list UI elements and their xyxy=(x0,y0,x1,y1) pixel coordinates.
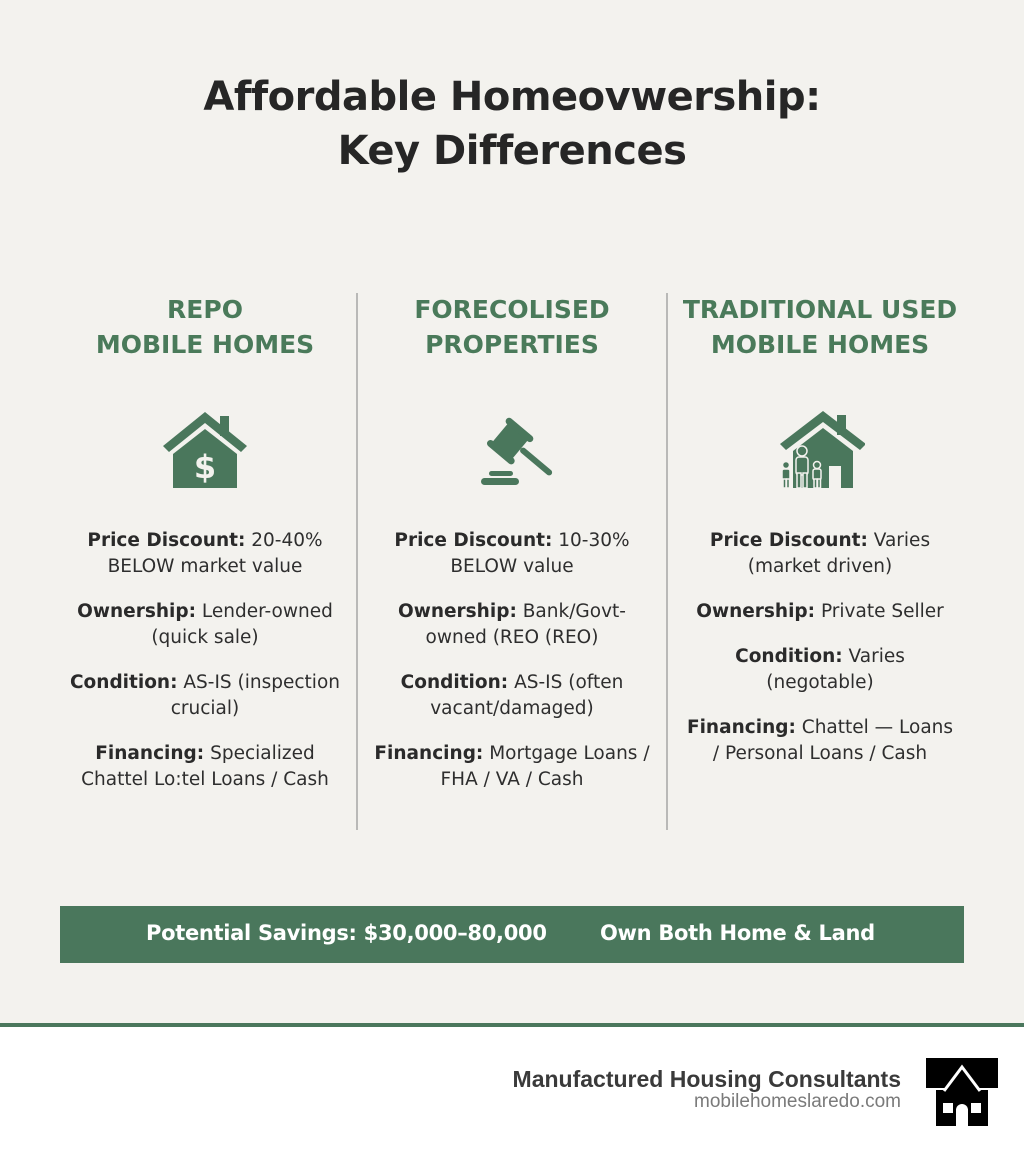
fact-list xyxy=(50,528,360,793)
column-heading: FORECOLISED PROPERTIES xyxy=(414,295,610,359)
fact-price-discount: Price Discount: Varies (market driven) xyxy=(709,530,931,577)
title-line-1: Affordable Homeovwership: xyxy=(203,74,821,120)
fact-condition: Condition: Varies (negotable) xyxy=(735,646,905,693)
page-title xyxy=(0,70,1024,178)
column-heading: TRADITIONAL USED MOBILE HOMES xyxy=(682,295,958,359)
fact-condition: Condition: AS-IS (often vacant/damaged) xyxy=(400,672,624,719)
brand-name: Manufactured Housing Consultants xyxy=(512,1066,901,1092)
fact-financing: Financing: Chattel — Loans / Personal Loans / Cash xyxy=(686,717,954,764)
column-foreclosed-properties xyxy=(357,292,667,812)
fact-financing: Financing: Mortgage Loans / FHA / VA / Cash xyxy=(374,743,650,790)
fact-list xyxy=(357,528,667,793)
potential-savings-text: Potential Savings: $30,000–80,000 xyxy=(146,921,547,945)
fact-condition: Condition: AS-IS (inspection crucial) xyxy=(69,672,340,719)
svg-text:$: $ xyxy=(193,448,217,486)
house-family-icon xyxy=(775,410,865,490)
fact-price-discount: Price Discount: 10-30% BELOW value xyxy=(394,530,630,577)
column-traditional-used-mobile-homes xyxy=(665,292,975,786)
fact-ownership: Ownership: Lender-owned (quick sale) xyxy=(77,601,333,648)
house-logo-icon xyxy=(926,1058,998,1126)
gavel-icon xyxy=(467,410,557,490)
footer xyxy=(0,1027,1024,1154)
house-dollar-icon xyxy=(160,410,250,490)
fact-financing: Financing: Specialized Chattel Lo:tel Loans / Cash xyxy=(81,743,329,790)
fact-ownership: Ownership: Private Seller xyxy=(696,601,944,622)
savings-banner xyxy=(60,906,964,963)
own-home-land-text: Own Both Home & Land xyxy=(600,921,875,945)
fact-price-discount: Price Discount: 20-40% BELOW market value xyxy=(87,530,323,577)
column-repo-mobile-homes xyxy=(50,292,360,812)
column-heading: REPO MOBILE HOMES xyxy=(95,295,315,359)
fact-ownership: Ownership: Bank/Govt-owned (REO (REO) xyxy=(398,601,626,648)
brand-url: mobilehomeslaredo.com xyxy=(694,1091,901,1112)
fact-list xyxy=(665,528,975,767)
title-line-2: Key Differences xyxy=(337,128,687,174)
